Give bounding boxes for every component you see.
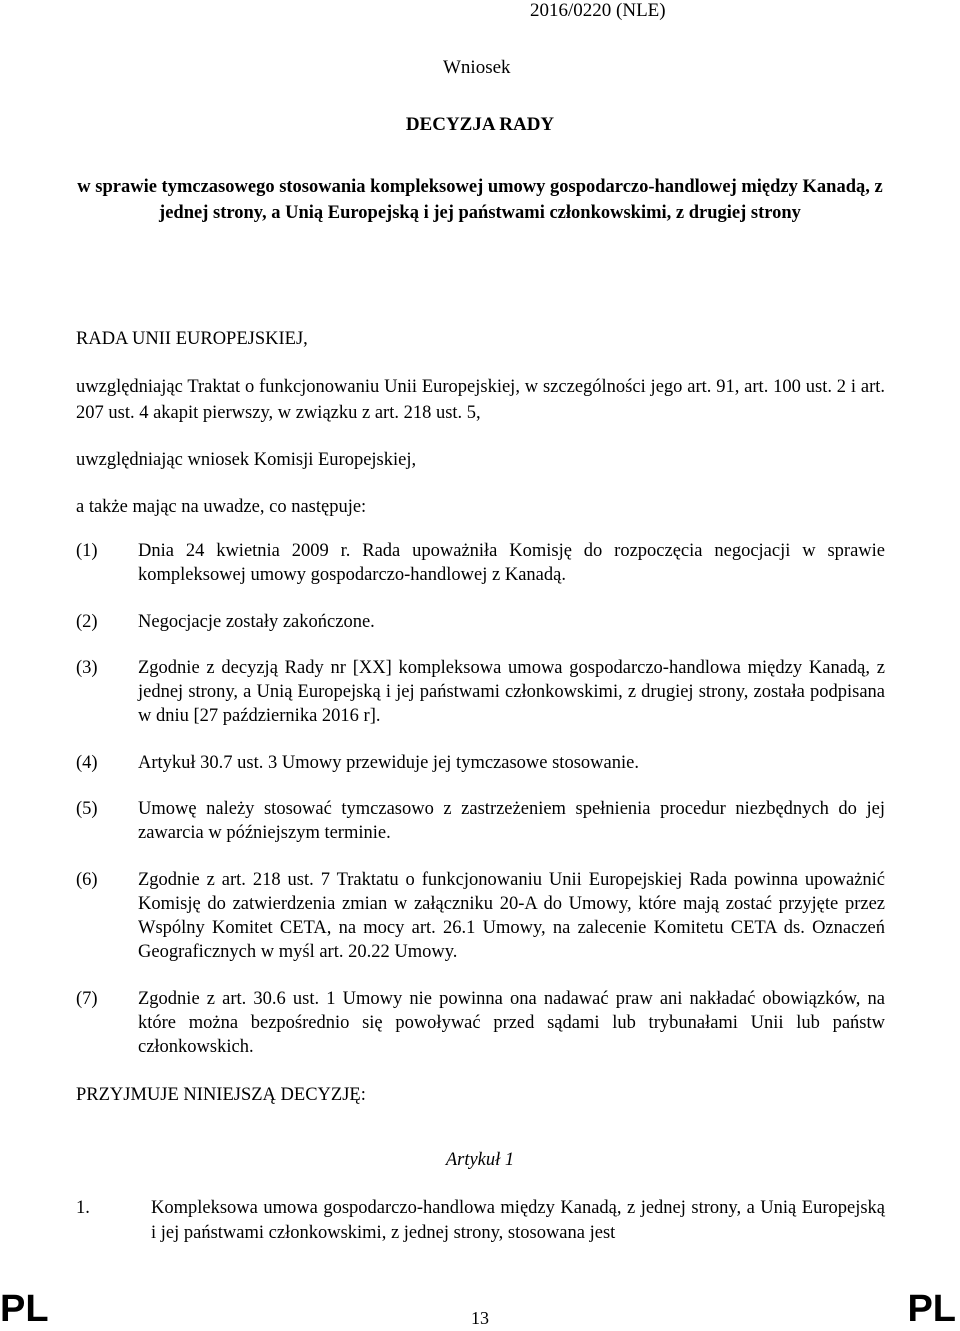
paragraph-text: Kompleksowa umowa gospodarczo-handlowa między Kanadą, z jednej strony, a Unią Europejską i jej państwami członkowskimi, z jednej strony, stosowana jest [151, 1198, 885, 1243]
page-number: 13 [471, 1308, 489, 1328]
recital-number: (7) [76, 989, 98, 1009]
document-subject: w sprawie tymczasowego stosowania kompleksowej umowy gospodarczo-handlowej między Kanadą, z jednej strony, a Unią Europejską i jej państwami członkowskimi, z drugiej strony [77, 177, 883, 223]
recital-number: (1) [76, 541, 98, 561]
recital-number: (5) [76, 799, 98, 819]
recital-text: Negocjacje zostały zakończone. [138, 612, 375, 632]
recital-6 [76, 868, 885, 964]
recital-4 [76, 751, 885, 775]
article-heading: Artykuł 1 [445, 1150, 515, 1170]
document-reference: 2016/0220 (NLE) [530, 0, 666, 21]
recital-text: Umowę należy stosować tymczasowo z zastrzeżeniem spełnienia procedur niezbędnych do jej zawarcia w późniejszym terminie. [138, 799, 885, 843]
recital-number: (2) [76, 612, 98, 632]
citation-treaty: uwzględniając Traktat o funkcjonowaniu Unii Europejskiej, w szczególności jego art. 91, art. 100 ust. 2 i art. 207 ust. 4 akapit pierwszy, w związku z art. 218 ust. 5, [76, 377, 885, 423]
recital-text: Zgodnie z decyzją Rady nr [XX] kompleksowa umowa gospodarczo-handlowa między Kanadą, z jednej strony, a Unią Europejską i jej państwami członkowskimi, z drugiej strony, została podpisana w dniu [27 października 2016 r]. [138, 658, 885, 726]
recital-2 [76, 610, 885, 634]
article-paragraph [76, 1196, 885, 1246]
recital-7 [76, 987, 885, 1059]
recital-1 [76, 539, 885, 587]
footer-language-left: PL [0, 1288, 49, 1330]
recital-text: Dnia 24 kwietnia 2009 r. Rada upoważniła Komisję do rozpoczęcia negocjacji w sprawie kompleksowej umowy gospodarczo-handlowej z Kanadą. [138, 541, 885, 585]
footer-language-right: PL [907, 1288, 956, 1330]
council-heading: RADA UNII EUROPEJSKIEJ, [76, 329, 308, 349]
recital-number: (4) [76, 753, 98, 773]
recital-text: Zgodnie z art. 30.6 ust. 1 Umowy nie powinna ona nadawać praw ani nakładać obowiązków, na które można bezpośrednio się powoływać przed sądami lub trybunałami Unii lub państw członkowskich. [138, 989, 885, 1057]
recital-text: Artykuł 30.7 ust. 3 Umowy przewiduje jej tymczasowe stosowanie. [138, 753, 639, 773]
recital-5 [76, 797, 885, 845]
recital-3 [76, 656, 885, 728]
adoption-formula: PRZYJMUJE NINIEJSZĄ DECYZJĘ: [76, 1085, 366, 1105]
paragraph-number: 1. [76, 1198, 90, 1218]
citation-proposal: uwzględniając wniosek Komisji Europejskiej, [76, 450, 417, 470]
recital-number: (6) [76, 870, 98, 890]
recital-number: (3) [76, 658, 98, 678]
document-title: DECYZJA RADY [405, 114, 555, 135]
whereas-intro: a także mając na uwadze, co następuje: [76, 497, 367, 517]
recital-text: Zgodnie z art. 218 ust. 7 Traktatu o funkcjonowaniu Unii Europejskiej Rada powinna upoważnić Komisję do zatwierdzenia zmian w załączniku 20-A do Umowy, które mają zostać przyjęte przez Wspólny Komitet CETA, na mocy art. 26.1 Umowy, na zalecenie Komitetu CETA ds. Oznaczeń Geograficznych w myśl art. 20.22 Umowy. [138, 870, 885, 962]
document-type: Wniosek [443, 57, 511, 78]
